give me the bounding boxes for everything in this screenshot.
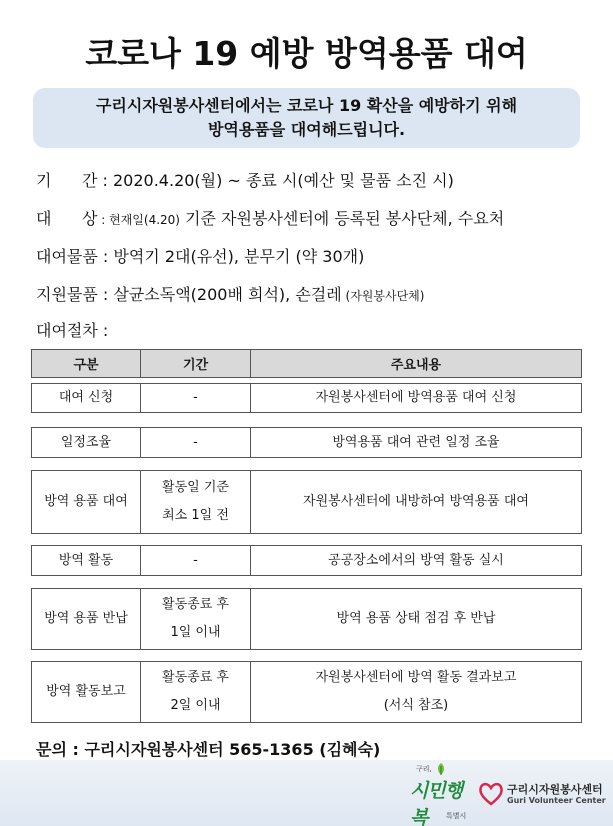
row-period-line: 활동종료 후 [162, 670, 229, 685]
info-support-key: 지원물품 [36, 285, 98, 304]
row-category: 방역 용품 대여 [31, 470, 141, 534]
row-content [251, 383, 582, 413]
subtitle-line-1: 구리시자원봉사센터에서는 코로나 19 확산을 예방하기 위해 [95, 96, 518, 115]
volunteer-center-name: 구리시자원봉사센터 [507, 782, 603, 796]
table-header-category: 구분 [31, 349, 141, 378]
row-period-line: 활동일 기준 [162, 480, 229, 495]
info-support-note: (자원봉사단체) [341, 289, 425, 303]
info-support [36, 282, 424, 305]
row-category: 일정조율 [31, 427, 141, 458]
row-period-line: 최소 1일 전 [162, 508, 229, 523]
info-items-key: 대여물품 [36, 247, 98, 266]
row-category: 대여 신청 [31, 383, 141, 413]
row-content [251, 545, 582, 576]
row-period [141, 545, 251, 576]
row-content [251, 661, 582, 723]
row-period-line: 1일 이내 [170, 625, 221, 640]
contact-info: 문의 : 구리시자원봉사센터 565-1365 (김혜숙) [36, 740, 381, 759]
info-target-value: 기준 자원봉사센터에 등록된 봉사단체, 수요처 [179, 209, 505, 228]
volunteer-center-text [507, 783, 606, 806]
info-period [36, 168, 454, 191]
info-procedure-key: 대여절차 : [36, 321, 109, 340]
row-content [251, 427, 582, 458]
table-row [31, 545, 582, 576]
row-content-line: 자원봉사센터에 내방하여 방역용품 대여 [303, 494, 529, 509]
info-target-key: 대 상 [36, 209, 98, 228]
row-content-line: 방역 용품 상태 점검 후 반납 [336, 611, 496, 626]
volunteer-center-logo [478, 776, 608, 812]
row-content-line: (서식 참조) [383, 698, 449, 713]
row-content [251, 470, 582, 534]
heart-icon [478, 781, 504, 807]
leaf-icon [434, 762, 448, 776]
info-period-key: 기 간 [36, 171, 98, 190]
row-period [141, 427, 251, 458]
row-category: 방역 활동보고 [31, 661, 141, 723]
row-content-line: 자원봉사센터에 방역용품 대여 신청 [315, 390, 517, 405]
info-procedure [36, 318, 108, 341]
info-target-date: : 현재일(4.20) [97, 213, 180, 227]
row-period [141, 470, 251, 534]
row-period-line: - [193, 552, 198, 568]
table-row [31, 661, 582, 723]
row-category: 방역 활동 [31, 545, 141, 576]
slogan-bottom: 특별시 [446, 812, 467, 820]
table-row [31, 470, 582, 534]
row-content [251, 588, 582, 650]
info-items [36, 244, 364, 267]
city-slogan-logo [410, 762, 474, 824]
row-period [141, 588, 251, 650]
row-content-line: 방역용품 대여 관련 일정 조율 [332, 434, 500, 450]
row-period [141, 383, 251, 413]
row-period-line: 2일 이내 [170, 698, 221, 713]
info-support-value: : 살균소독액(200배 희석), 손걸레 [97, 285, 342, 304]
info-items-value: : 방역기 2대(유선), 분무기 (약 30개) [97, 247, 365, 266]
row-period-line: - [193, 434, 198, 450]
row-content-line: 공공장소에서의 방역 활동 실시 [328, 552, 504, 568]
subtitle-box [33, 88, 580, 148]
info-target [36, 206, 504, 229]
slogan-main: 시민행복 [410, 780, 463, 826]
table-header-period: 기간 [141, 349, 251, 378]
row-period-line: 활동종료 후 [162, 597, 229, 612]
table-row [31, 427, 582, 458]
row-period-line: - [193, 390, 198, 405]
subtitle-line-2: 방역용품을 대여해드립니다. [207, 120, 406, 139]
row-category: 방역 용품 반납 [31, 588, 141, 650]
page-title: 코로나 19 예방 방역용품 대여 [85, 34, 528, 73]
table-row [31, 383, 582, 413]
table-row [31, 588, 582, 650]
row-content-line: 자원봉사센터에 방역 활동 결과보고 [315, 670, 517, 685]
slogan-top: 구리, [416, 765, 432, 773]
volunteer-center-eng: Guri Volunteer Center [507, 795, 606, 805]
row-period [141, 661, 251, 723]
info-period-value: : 2020.4.20(월) ~ 종료 시(예산 및 물품 소진 시) [97, 171, 454, 190]
table-header-content: 주요내용 [251, 349, 582, 378]
